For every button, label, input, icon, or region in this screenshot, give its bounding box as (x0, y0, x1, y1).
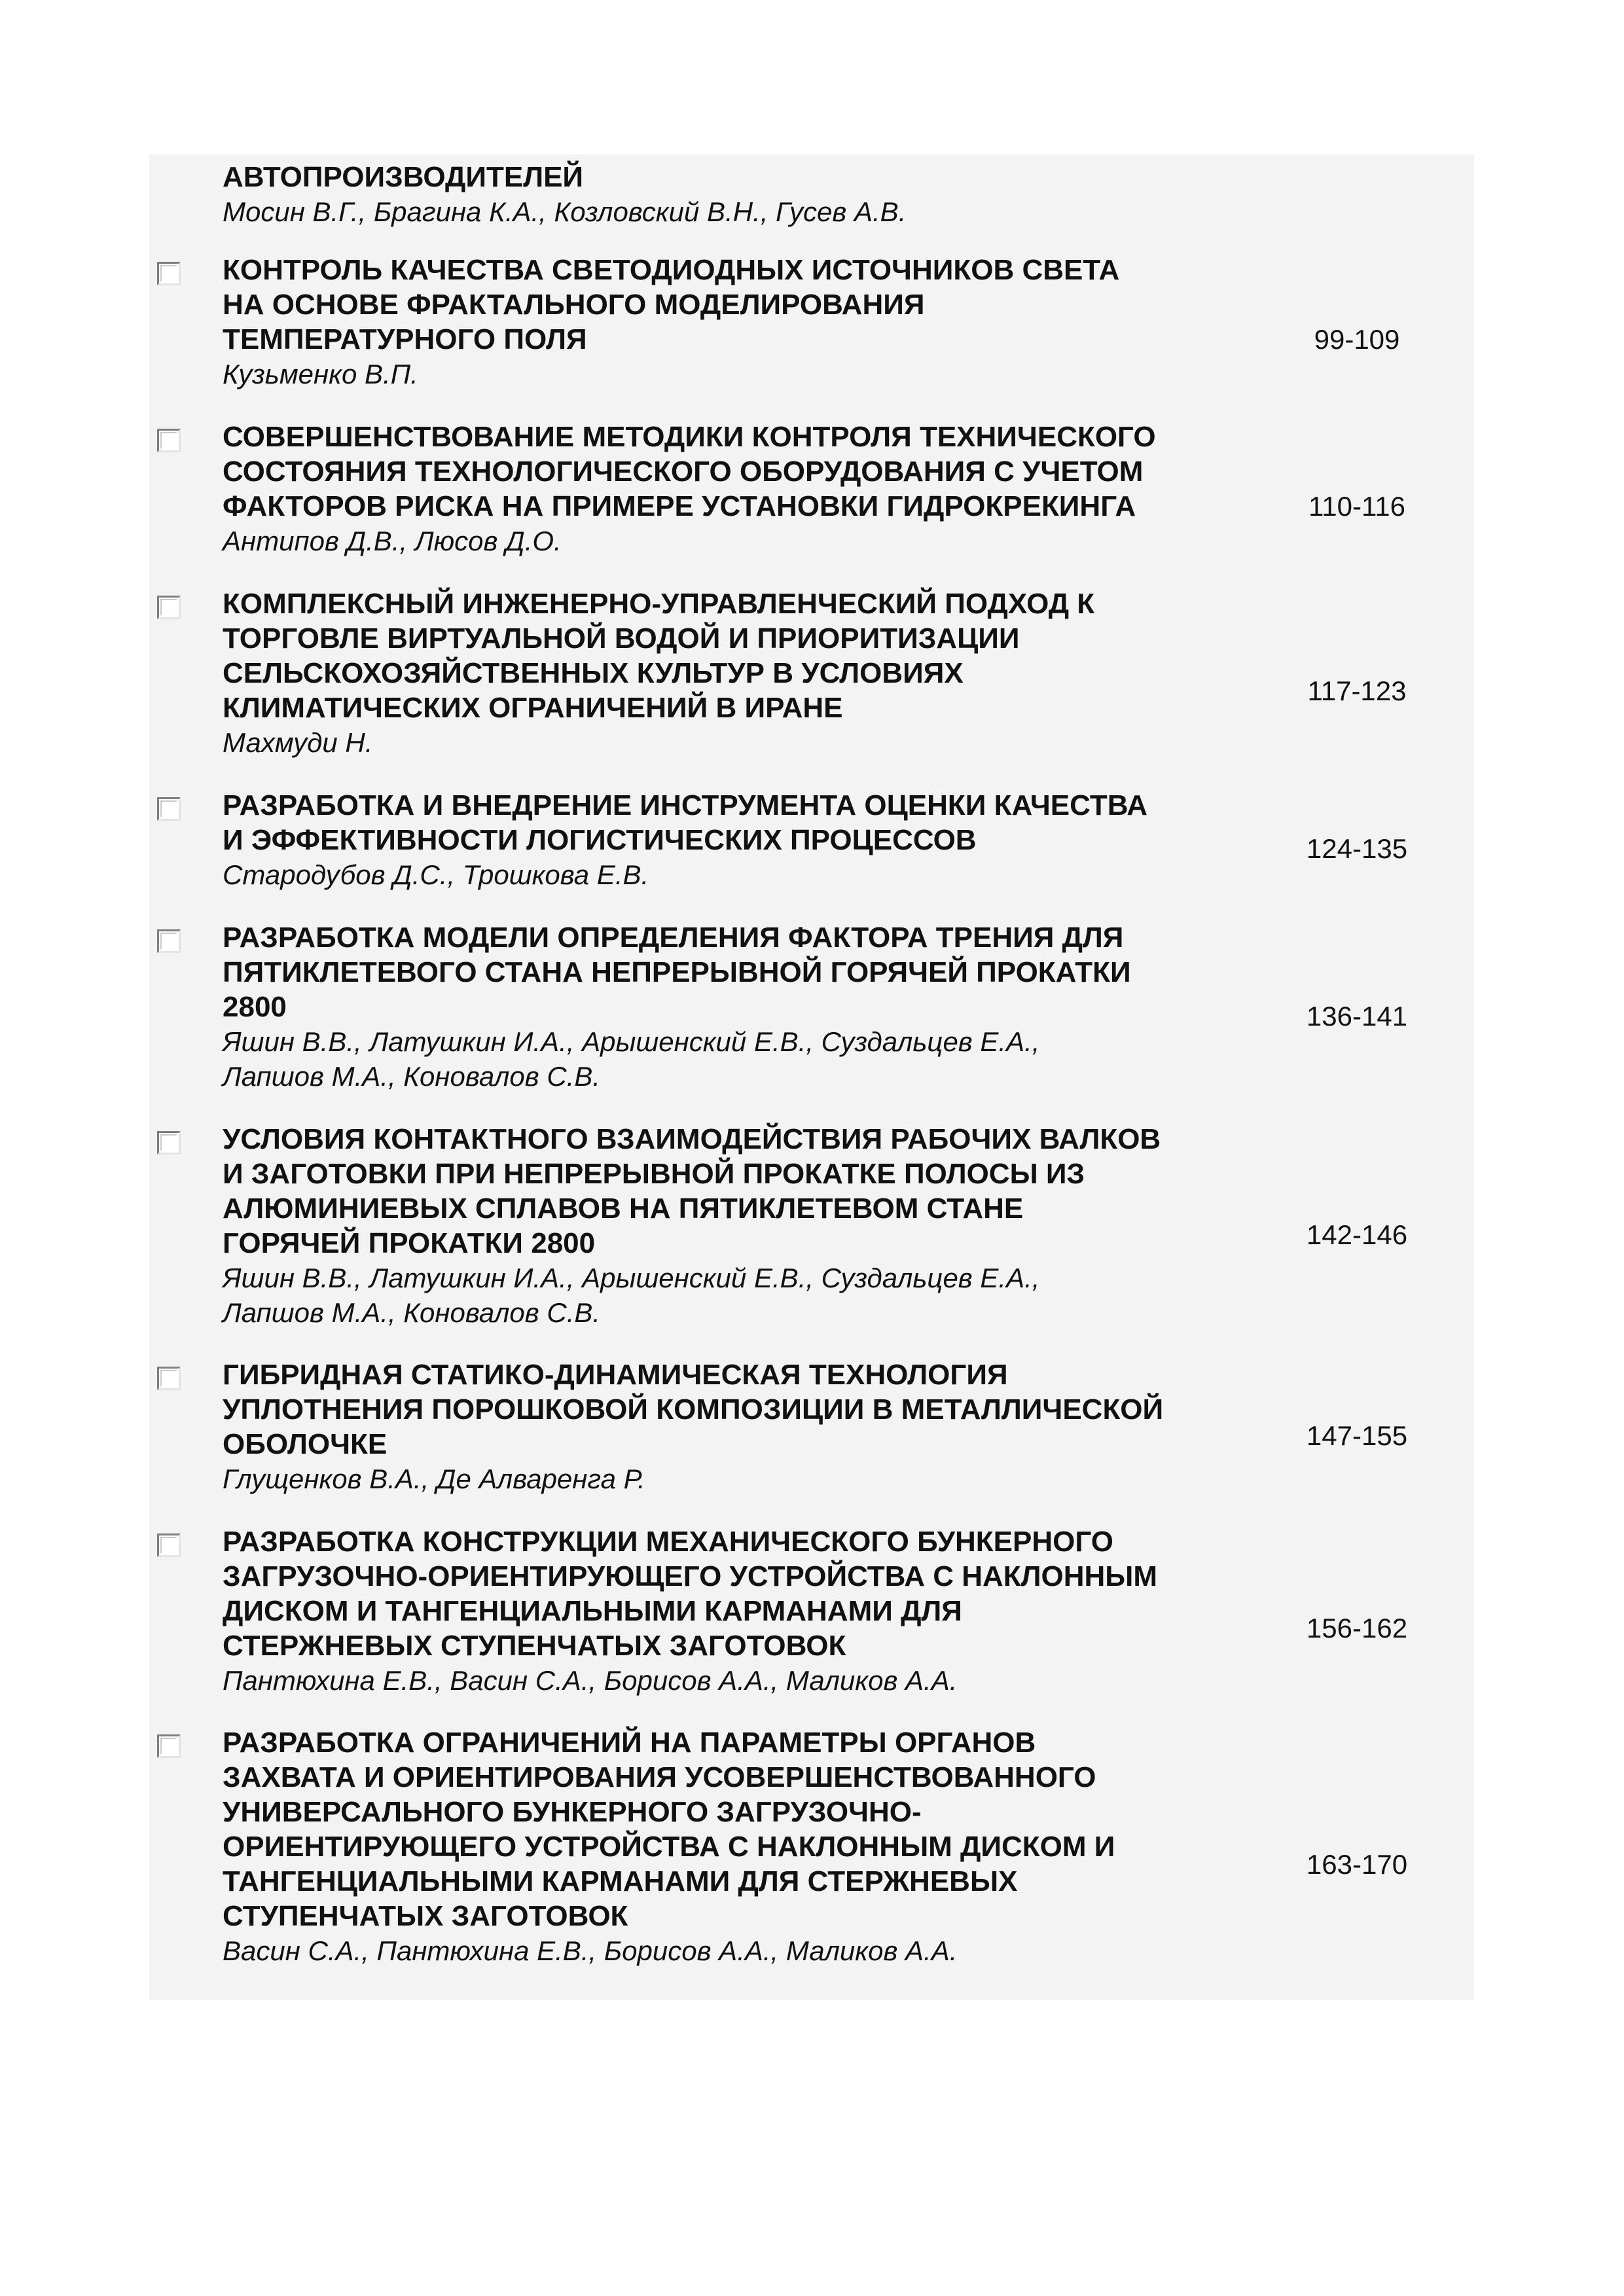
article-authors: Пантюхина Е.В., Васин С.А., Борисов А.А., Маликов А.А. (223, 1665, 958, 1696)
page-range: 124-135 (1306, 833, 1408, 864)
page-range: 147-155 (1306, 1420, 1408, 1451)
article-title[interactable]: РАЗРАБОТКА МОДЕЛИ ОПРЕДЕЛЕНИЯ ФАКТОРА ТРЕНИЯ ДЛЯ ПЯТИКЛЕТЕВОГО СТАНА НЕПРЕРЫВНОЙ ГОРЯЧЕЙ ПРОКАТКИ 2800 (223, 922, 1131, 1023)
select-article-checkbox[interactable] (157, 1534, 181, 1557)
select-article-checkbox[interactable] (157, 797, 181, 821)
article-authors: Мосин В.Г., Брагина К.А., Козловский В.Н., Гусев А.В. (223, 196, 907, 227)
page-range: 142-146 (1306, 1219, 1408, 1250)
page-range: 163-170 (1306, 1849, 1408, 1880)
article-title[interactable]: РАЗРАБОТКА КОНСТРУКЦИИ МЕХАНИЧЕСКОГО БУНКЕРНОГО ЗАГРУЗОЧНО-ОРИЕНТИРУЮЩЕГО УСТРОЙСТВА С НАКЛОННЫМ ДИСКОМ И ТАНГЕНЦИАЛЬНЫМИ КАРМАНАМИ ДЛЯ СТЕРЖНЕВЫХ СТУПЕНЧАТЫХ ЗАГОТОВОК (223, 1526, 1158, 1662)
article-authors: Антипов Д.В., Люсов Д.О. (223, 526, 562, 556)
article-authors: Васин С.А., Пантюхина Е.В., Борисов А.А., Маликов А.А. (223, 1935, 958, 1966)
article-title[interactable]: КОМПЛЕКСНЫЙ ИНЖЕНЕРНО-УПРАВЛЕНЧЕСКИЙ ПОДХОД К ТОРГОВЛЕ ВИРТУАЛЬНОЙ ВОДОЙ И ПРИОРИТИЗАЦИИ СЕЛЬСКОХОЗЯЙСТВЕННЫХ КУЛЬТУР В УСЛОВИЯХ КЛИМАТИЧЕСКИХ ОГРАНИЧЕНИЙ В ИРАНЕ (223, 588, 1095, 724)
page-range: 156-162 (1306, 1613, 1408, 1643)
article-authors: Глущенков В.А., Де Алваренга Р. (223, 1463, 645, 1494)
select-article-checkbox[interactable] (157, 262, 181, 285)
select-article-checkbox[interactable] (157, 429, 181, 452)
page-range: 110-116 (1308, 491, 1405, 522)
page-range: 99-109 (1314, 324, 1400, 355)
select-article-checkbox[interactable] (157, 1367, 181, 1390)
select-article-checkbox[interactable] (157, 929, 181, 953)
article-authors: Яшин В.В., Латушкин И.А., Арышенский Е.В., Суздальцев Е.А., Лапшов М.А., Коновалов С.В. (223, 1026, 1040, 1092)
article-title[interactable]: УСЛОВИЯ КОНТАКТНОГО ВЗАИМОДЕЙСТВИЯ РАБОЧИХ ВАЛКОВ И ЗАГОТОВКИ ПРИ НЕПРЕРЫВНОЙ ПРОКАТКЕ ПОЛОСЫ ИЗ АЛЮМИНИЕВЫХ СПЛАВОВ НА ПЯТИКЛЕТЕВОМ СТАНЕ ГОРЯЧЕЙ ПРОКАТКИ 2800 (223, 1123, 1161, 1259)
article-authors: Яшин В.В., Латушкин И.А., Арышенский Е.В., Суздальцев Е.А., Лапшов М.А., Коновалов С.В. (223, 1263, 1040, 1328)
article-title[interactable]: ГИБРИДНАЯ СТАТИКО-ДИНАМИЧЕСКАЯ ТЕХНОЛОГИЯ УПЛОТНЕНИЯ ПОРОШКОВОЙ КОМПОЗИЦИИ В МЕТАЛЛИЧЕСКОЙ ОБОЛОЧКЕ (223, 1359, 1164, 1460)
select-article-checkbox[interactable] (157, 596, 181, 619)
article-title[interactable]: КОНТРОЛЬ КАЧЕСТВА СВЕТОДИОДНЫХ ИСТОЧНИКОВ СВЕТА НА ОСНОВЕ ФРАКТАЛЬНОГО МОДЕЛИРОВАНИЯ ТЕМПЕРАТУРНОГО ПОЛЯ (223, 254, 1120, 355)
article-title[interactable]: АВТОПРОИЗВОДИТЕЛЕЙ (223, 161, 584, 193)
article-authors: Стародубов Д.С., Трошкова Е.В. (223, 859, 649, 890)
article-title[interactable]: РАЗРАБОТКА И ВНЕДРЕНИЕ ИНСТРУМЕНТА ОЦЕНКИ КАЧЕСТВА И ЭФФЕКТИВНОСТИ ЛОГИСТИЧЕСКИХ ПРОЦЕССОВ (223, 789, 1148, 856)
select-article-checkbox[interactable] (157, 1131, 181, 1155)
page-range: 136-141 (1306, 1001, 1408, 1031)
article-title[interactable]: СОВЕРШЕНСТВОВАНИЕ МЕТОДИКИ КОНТРОЛЯ ТЕХНИЧЕСКОГО СОСТОЯНИЯ ТЕХНОЛОГИЧЕСКОГО ОБОРУДОВАНИЯ С УЧЕТОМ ФАКТОРОВ РИСКА НА ПРИМЕРЕ УСТАНОВКИ ГИДРОКРЕКИНГА (223, 421, 1156, 522)
article-title[interactable]: РАЗРАБОТКА ОГРАНИЧЕНИЙ НА ПАРАМЕТРЫ ОРГАНОВ ЗАХВАТА И ОРИЕНТИРОВАНИЯ УСОВЕРШЕНСТВОВАННОГО УНИВЕРСАЛЬНОГО БУНКЕРНОГО ЗАГРУЗОЧНО- ОРИЕНТИРУЮЩЕГО УСТРОЙСТВА С НАКЛОННЫМ ДИСКОМ И ТАНГЕНЦИАЛЬНЫМИ КАРМАНАМИ ДЛЯ СТЕРЖНЕВЫХ СТУПЕНЧАТЫХ ЗАГОТОВОК (223, 1727, 1115, 1932)
article-authors: Кузьменко В.П. (223, 359, 418, 389)
select-article-checkbox[interactable] (157, 1734, 181, 1758)
table-of-contents-panel (149, 154, 1474, 2000)
page-range: 117-123 (1307, 675, 1407, 706)
article-authors: Махмуди Н. (223, 727, 373, 758)
